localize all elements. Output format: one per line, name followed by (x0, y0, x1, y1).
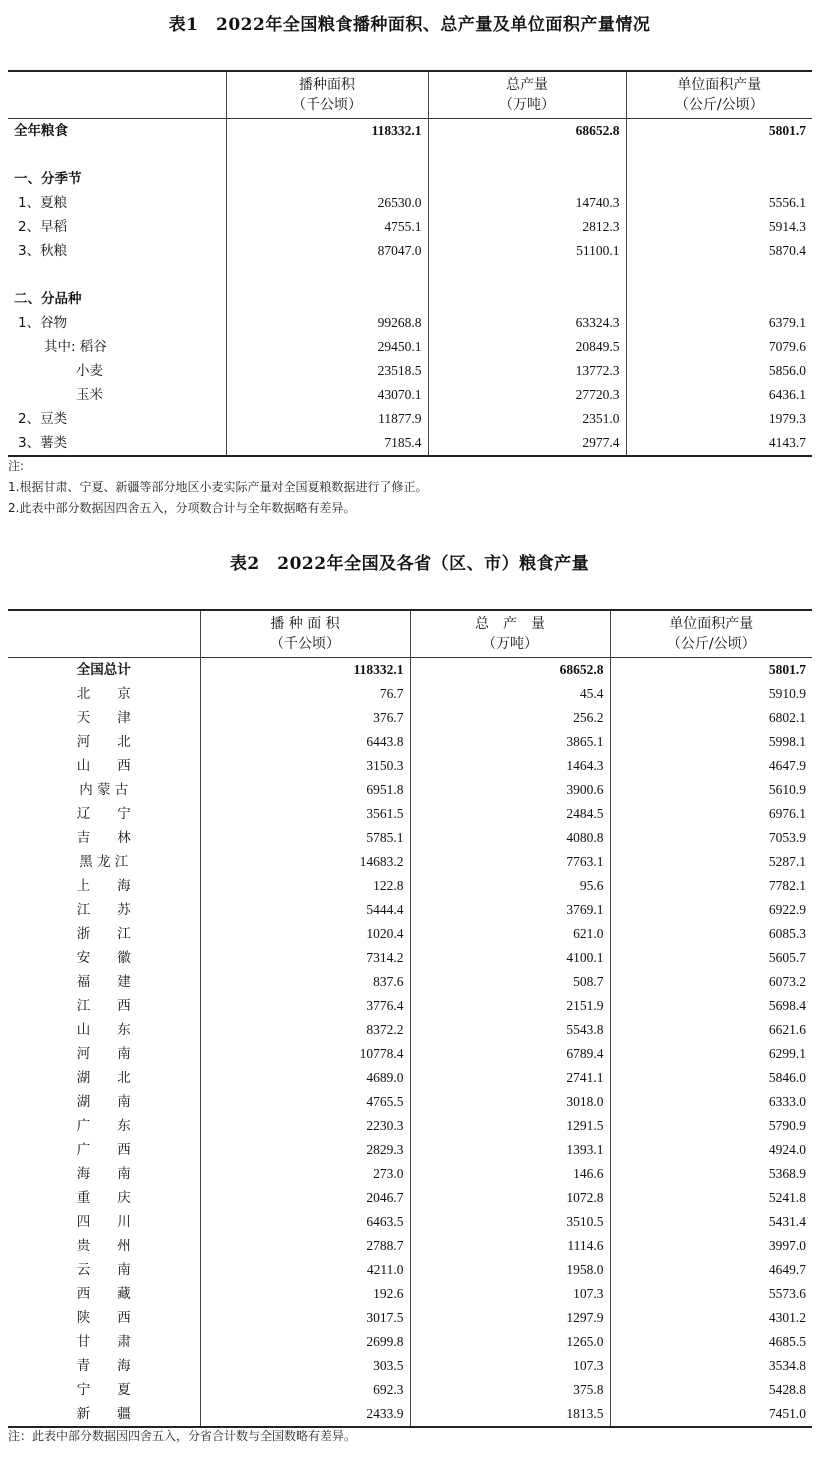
table2-row (8, 1354, 812, 1378)
table1-row (8, 167, 812, 191)
cell-area (226, 287, 428, 311)
row-label: 黑 龙 江 (79, 854, 129, 870)
cell-area: 6443.8 (200, 730, 410, 754)
cell-yield: 5910.9 (610, 682, 812, 706)
cell-output: 375.8 (410, 1378, 610, 1402)
row-label: 3、薯类 (18, 435, 68, 451)
cell-area: 87047.0 (226, 239, 428, 263)
cell-area: 118332.1 (226, 119, 428, 144)
table1-row (8, 311, 812, 335)
cell-output (428, 263, 626, 287)
cell-yield: 1979.3 (626, 407, 812, 431)
cell-output: 621.0 (410, 922, 610, 946)
table2-row (8, 922, 812, 946)
cell-yield: 6436.1 (626, 383, 812, 407)
row-label: 天 津 (76, 710, 131, 726)
cell-output: 3900.6 (410, 778, 610, 802)
cell-output: 107.3 (410, 1354, 610, 1378)
cell-area: 7185.4 (226, 431, 428, 456)
row-label: 北 京 (76, 686, 131, 702)
table1-row (8, 383, 812, 407)
cell-area: 122.8 (200, 874, 410, 898)
table1-row (8, 407, 812, 431)
cell-area: 3561.5 (200, 802, 410, 826)
row-label (8, 263, 226, 287)
cell-output: 1813.5 (410, 1402, 610, 1427)
table2-row (8, 1330, 812, 1354)
table2 (8, 609, 812, 1428)
cell-area: 99268.8 (226, 311, 428, 335)
table1-note: 注: (8, 459, 25, 473)
cell-output: 2741.1 (410, 1066, 610, 1090)
cell-yield: 6299.1 (610, 1042, 812, 1066)
cell-yield: 7451.0 (610, 1402, 812, 1427)
cell-yield: 5428.8 (610, 1378, 812, 1402)
cell-yield: 4301.2 (610, 1306, 812, 1330)
row-label: 湖 北 (76, 1070, 131, 1086)
cell-area: 4755.1 (226, 215, 428, 239)
table1 (8, 70, 812, 457)
table2-row (8, 1114, 812, 1138)
cell-output: 3865.1 (410, 730, 610, 754)
cell-yield: 5698.4 (610, 994, 812, 1018)
row-label: 玉米 (76, 387, 103, 403)
row-label: 一、分季节 (14, 171, 82, 187)
cell-yield: 4143.7 (626, 431, 812, 456)
cell-area: 6951.8 (200, 778, 410, 802)
cell-area: 5444.4 (200, 898, 410, 922)
row-label: 湖 南 (76, 1094, 131, 1110)
cell-area: 4765.5 (200, 1090, 410, 1114)
cell-area: 692.3 (200, 1378, 410, 1402)
cell-yield: 5610.9 (610, 778, 812, 802)
row-label (8, 143, 226, 167)
row-label: 新 疆 (76, 1406, 131, 1422)
cell-output: 1114.6 (410, 1234, 610, 1258)
table2-title: 表2 2022年全国及各省（区、市）粮食产量 (229, 554, 590, 574)
cell-yield: 7079.6 (626, 335, 812, 359)
table1-row (8, 119, 812, 144)
cell-yield: 5556.1 (626, 191, 812, 215)
table1-header-label (8, 71, 226, 119)
cell-area: 8372.2 (200, 1018, 410, 1042)
cell-yield: 7053.9 (610, 826, 812, 850)
cell-area: 837.6 (200, 970, 410, 994)
cell-area: 3017.5 (200, 1306, 410, 1330)
cell-area: 192.6 (200, 1282, 410, 1306)
cell-yield: 5914.3 (626, 215, 812, 239)
table2-notes (8, 1426, 356, 1447)
table2-row (8, 1138, 812, 1162)
row-label: 江 西 (76, 998, 131, 1014)
cell-output: 1265.0 (410, 1330, 610, 1354)
row-label: 青 海 (76, 1358, 131, 1374)
cell-area: 3150.3 (200, 754, 410, 778)
table2-row (8, 1162, 812, 1186)
table2-row (8, 658, 812, 683)
table2-row (8, 1378, 812, 1402)
cell-output: 2484.5 (410, 802, 610, 826)
table1-row (8, 335, 812, 359)
row-label: 四 川 (76, 1214, 131, 1230)
cell-area: 26530.0 (226, 191, 428, 215)
cell-yield: 5846.0 (610, 1066, 812, 1090)
row-label: 吉 林 (76, 830, 131, 846)
row-label: 内 蒙 古 (79, 782, 129, 798)
cell-yield: 7782.1 (610, 874, 812, 898)
row-label: 辽 宁 (76, 806, 131, 822)
cell-area: 2829.3 (200, 1138, 410, 1162)
cell-yield: 5801.7 (626, 119, 812, 144)
cell-output: 20849.5 (428, 335, 626, 359)
cell-yield: 5368.9 (610, 1162, 812, 1186)
row-label: 河 南 (76, 1046, 131, 1062)
table1-header-area: 播种面积 （千公顷） (226, 71, 428, 119)
cell-yield: 5790.9 (610, 1114, 812, 1138)
cell-output: 2151.9 (410, 994, 610, 1018)
table1-note: 2.此表中部分数据因四舍五入，分项数合计与全年数据略有差异。 (8, 501, 356, 515)
cell-output: 3018.0 (410, 1090, 610, 1114)
table2-header-yield: 单位面积产量 （公斤/公顷） (610, 610, 812, 658)
cell-yield: 5605.7 (610, 946, 812, 970)
cell-output: 1297.9 (410, 1306, 610, 1330)
cell-output: 1072.8 (410, 1186, 610, 1210)
cell-area: 273.0 (200, 1162, 410, 1186)
cell-output: 4100.1 (410, 946, 610, 970)
cell-area: 11877.9 (226, 407, 428, 431)
table2-row (8, 970, 812, 994)
cell-yield: 5870.4 (626, 239, 812, 263)
cell-yield (626, 287, 812, 311)
cell-output: 2812.3 (428, 215, 626, 239)
cell-area: 7314.2 (200, 946, 410, 970)
cell-yield: 5431.4 (610, 1210, 812, 1234)
row-label: 山 西 (76, 758, 131, 774)
cell-output: 256.2 (410, 706, 610, 730)
cell-output: 1393.1 (410, 1138, 610, 1162)
table2-row (8, 730, 812, 754)
table1-note: 1.根据甘肃、宁夏、新疆等部分地区小麦实际产量对全国夏粮数据进行了修正。 (8, 480, 428, 494)
row-label: 西 藏 (76, 1286, 131, 1302)
table2-row (8, 1282, 812, 1306)
row-label: 河 北 (76, 734, 131, 750)
cell-yield: 6621.6 (610, 1018, 812, 1042)
row-label: 陕 西 (76, 1310, 131, 1326)
cell-yield: 6922.9 (610, 898, 812, 922)
cell-area: 2046.7 (200, 1186, 410, 1210)
table1-header-output: 总产量 （万吨） (428, 71, 626, 119)
row-label: 1、夏粮 (18, 195, 68, 211)
table2-row (8, 826, 812, 850)
cell-output: 27720.3 (428, 383, 626, 407)
cell-yield: 4647.9 (610, 754, 812, 778)
cell-yield: 6976.1 (610, 802, 812, 826)
cell-output: 107.3 (410, 1282, 610, 1306)
cell-yield: 5287.1 (610, 850, 812, 874)
table1-row (8, 215, 812, 239)
table2-header-output: 总 产 量 （万吨） (410, 610, 610, 658)
cell-output: 51100.1 (428, 239, 626, 263)
cell-output: 1291.5 (410, 1114, 610, 1138)
table2-row (8, 946, 812, 970)
cell-area: 76.7 (200, 682, 410, 706)
table2-row (8, 682, 812, 706)
cell-output: 95.6 (410, 874, 610, 898)
cell-area: 118332.1 (200, 658, 410, 683)
table2-row (8, 850, 812, 874)
cell-area: 14683.2 (200, 850, 410, 874)
row-label: 1、谷物 (18, 315, 68, 331)
cell-output: 3769.1 (410, 898, 610, 922)
table2-row (8, 1402, 812, 1427)
cell-output: 68652.8 (410, 658, 610, 683)
cell-yield (626, 263, 812, 287)
cell-output: 6789.4 (410, 1042, 610, 1066)
row-label: 重 庆 (76, 1190, 131, 1206)
cell-output (428, 167, 626, 191)
table1-header-yield: 单位面积产量 （公斤/公顷） (626, 71, 812, 119)
table2-row (8, 1090, 812, 1114)
cell-yield: 5241.8 (610, 1186, 812, 1210)
cell-yield: 5801.7 (610, 658, 812, 683)
table1-row (8, 263, 812, 287)
row-label: 上 海 (76, 878, 131, 894)
cell-area: 4211.0 (200, 1258, 410, 1282)
cell-output: 2977.4 (428, 431, 626, 456)
cell-yield: 6333.0 (610, 1090, 812, 1114)
cell-yield: 6802.1 (610, 706, 812, 730)
cell-area (226, 143, 428, 167)
table2-row (8, 1306, 812, 1330)
row-label: 安 徽 (76, 950, 131, 966)
row-label: 3、秋粮 (18, 243, 68, 259)
table1-row (8, 431, 812, 456)
cell-output: 45.4 (410, 682, 610, 706)
cell-output (428, 143, 626, 167)
row-label: 2、早稻 (18, 219, 68, 235)
cell-area: 29450.1 (226, 335, 428, 359)
table2-row (8, 1066, 812, 1090)
cell-output: 14740.3 (428, 191, 626, 215)
table2-row (8, 1018, 812, 1042)
row-label: 全年粮食 (14, 123, 68, 139)
row-label: 福 建 (76, 974, 131, 990)
cell-area: 1020.4 (200, 922, 410, 946)
cell-area: 2433.9 (200, 1402, 410, 1427)
row-label: 广 西 (76, 1142, 131, 1158)
row-label: 宁 夏 (76, 1382, 131, 1398)
cell-area: 3776.4 (200, 994, 410, 1018)
cell-area: 6463.5 (200, 1210, 410, 1234)
cell-output: 5543.8 (410, 1018, 610, 1042)
cell-yield: 6379.1 (626, 311, 812, 335)
table1-row (8, 359, 812, 383)
cell-area: 2230.3 (200, 1114, 410, 1138)
row-label: 全国总计 (76, 662, 131, 678)
cell-output: 3510.5 (410, 1210, 610, 1234)
table2-row (8, 898, 812, 922)
cell-output: 63324.3 (428, 311, 626, 335)
table2-row (8, 1186, 812, 1210)
table1-notes (8, 456, 427, 519)
table2-row (8, 706, 812, 730)
cell-output: 146.6 (410, 1162, 610, 1186)
cell-output: 1958.0 (410, 1258, 610, 1282)
cell-output: 4080.8 (410, 826, 610, 850)
table2-row (8, 802, 812, 826)
cell-area: 2788.7 (200, 1234, 410, 1258)
cell-output: 13772.3 (428, 359, 626, 383)
table2-row (8, 754, 812, 778)
cell-output: 68652.8 (428, 119, 626, 144)
row-label: 海 南 (76, 1166, 131, 1182)
cell-yield: 5998.1 (610, 730, 812, 754)
cell-output: 508.7 (410, 970, 610, 994)
row-label: 广 东 (76, 1118, 131, 1134)
row-label: 2、豆类 (18, 411, 68, 427)
table2-row (8, 1042, 812, 1066)
cell-yield: 4649.7 (610, 1258, 812, 1282)
table2-header-area: 播 种 面 积 （千公顷） (200, 610, 410, 658)
cell-output: 2351.0 (428, 407, 626, 431)
table2-row (8, 994, 812, 1018)
row-label: 其中: 稻谷 (44, 339, 107, 355)
table2-row (8, 874, 812, 898)
cell-yield: 6073.2 (610, 970, 812, 994)
cell-area: 303.5 (200, 1354, 410, 1378)
table2-header-label (8, 610, 200, 658)
cell-area: 23518.5 (226, 359, 428, 383)
cell-yield (626, 143, 812, 167)
cell-yield (626, 167, 812, 191)
table1-title: 表1 2022年全国粮食播种面积、总产量及单位面积产量情况 (168, 15, 651, 35)
table1-row (8, 287, 812, 311)
row-label: 云 南 (76, 1262, 131, 1278)
row-label: 贵 州 (76, 1238, 131, 1254)
cell-area: 376.7 (200, 706, 410, 730)
cell-yield: 5856.0 (626, 359, 812, 383)
row-label: 小麦 (76, 363, 103, 379)
cell-yield: 5573.6 (610, 1282, 812, 1306)
table2-row (8, 1210, 812, 1234)
cell-yield: 3534.8 (610, 1354, 812, 1378)
row-label: 江 苏 (76, 902, 131, 918)
cell-area: 2699.8 (200, 1330, 410, 1354)
table2-row (8, 778, 812, 802)
cell-output (428, 287, 626, 311)
cell-area: 4689.0 (200, 1066, 410, 1090)
cell-area: 5785.1 (200, 826, 410, 850)
cell-yield: 6085.3 (610, 922, 812, 946)
cell-area (226, 167, 428, 191)
cell-output: 7763.1 (410, 850, 610, 874)
row-label: 甘 肃 (76, 1334, 131, 1350)
cell-area: 10778.4 (200, 1042, 410, 1066)
row-label: 浙 江 (76, 926, 131, 942)
table1-row (8, 239, 812, 263)
table2-row (8, 1258, 812, 1282)
table1-row (8, 191, 812, 215)
cell-yield: 4685.5 (610, 1330, 812, 1354)
cell-area: 43070.1 (226, 383, 428, 407)
row-label: 山 东 (76, 1022, 131, 1038)
table2-note: 注：此表中部分数据因四舍五入，分省合计数与全国数略有差异。 (8, 1429, 357, 1443)
row-label: 二、分品种 (14, 291, 82, 307)
cell-area (226, 263, 428, 287)
cell-yield: 4924.0 (610, 1138, 812, 1162)
cell-yield: 3997.0 (610, 1234, 812, 1258)
table2-row (8, 1234, 812, 1258)
cell-output: 1464.3 (410, 754, 610, 778)
table1-row (8, 143, 812, 167)
